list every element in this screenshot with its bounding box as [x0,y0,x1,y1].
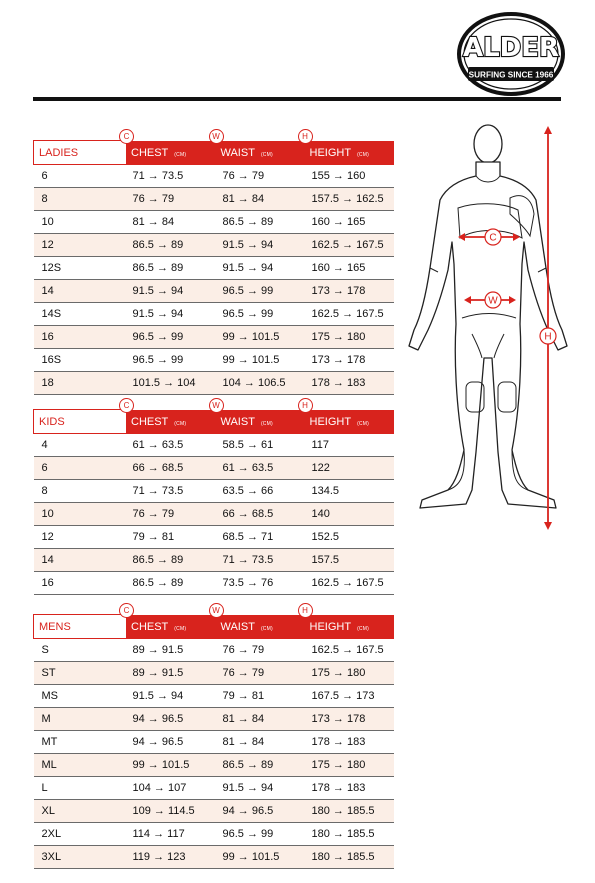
waist-cell: 63.5 → 66 [217,480,306,503]
waist-marker [485,292,501,308]
chest-cell: 101.5 → 104 [127,372,217,395]
table-row [34,662,394,685]
waist-badge: W [209,398,224,413]
waist-cell: 96.5 → 99 [217,303,306,326]
waist-cell: 91.5 → 94 [217,777,306,800]
height-cell: 175 → 180 [306,326,394,349]
size-cell: 6 [34,457,127,480]
chest-cell: 109 → 114.5 [127,800,217,823]
waist-badge: W [209,603,224,618]
chest-cell: 96.5 → 99 [127,349,217,372]
size-cell: S [34,639,127,662]
waist-cell: 86.5 → 89 [217,754,306,777]
waist-header [212,400,306,434]
section-label: KIDS [34,410,127,434]
size-cell: 4 [34,434,127,457]
table-row [34,372,394,395]
unit-label: (CM) [357,420,369,427]
size-cell: 18 [34,372,127,395]
waist-cell: 71 → 73.5 [217,549,306,572]
size-cell: ML [34,754,127,777]
unit-label: (CM) [357,151,369,158]
unit-label: (CM) [174,151,187,158]
table-row [34,685,394,708]
chest-cell: 71 → 73.5 [127,165,217,188]
table-row [34,434,394,457]
waist-cell: 99 → 101.5 [217,349,306,372]
table-row [34,639,394,662]
height-cell: 173 → 178 [306,280,394,303]
table-row [34,457,394,480]
height-cell: 180 → 185.5 [306,800,394,823]
chest-cell: 86.5 → 89 [127,549,217,572]
chest-badge: C [119,398,134,413]
size-cell: 6 [34,165,127,188]
height-cell: 155 → 160 [306,165,394,188]
size-cell: 14 [34,549,127,572]
kids-size-table [33,400,394,595]
mens-size-table [33,605,394,869]
chest-badge: C [119,603,134,618]
chest-header [123,400,217,434]
unit-label: (CM) [260,625,273,632]
waist-cell: 104 → 106.5 [217,372,306,395]
unit-label: (CM) [174,420,187,427]
height-cell: 175 → 180 [306,754,394,777]
size-cell: 12 [34,234,127,257]
height-marker [540,328,556,344]
waist-cell: 99 → 101.5 [217,326,306,349]
height-cell: 160 → 165 [306,257,394,280]
chest-cell: 119 → 123 [127,846,217,869]
table-row [34,846,394,869]
size-cell: 14S [34,303,127,326]
chest-cell: 91.5 → 94 [127,280,217,303]
table-row [34,349,394,372]
waist-label: WAIST [220,620,255,633]
height-cell: 160 → 165 [306,211,394,234]
table-row [34,188,394,211]
table-row [34,731,394,754]
table-row [34,480,394,503]
size-cell: 2XL [34,823,127,846]
size-cell: 8 [34,480,127,503]
size-cell: 10 [34,211,127,234]
table-row [34,823,394,846]
table-row [34,777,394,800]
chest-cell: 86.5 → 89 [127,257,217,280]
table-row [34,549,394,572]
wetsuit-figure [400,118,575,536]
waist-cell: 73.5 → 76 [217,572,306,595]
height-cell: 180 → 185.5 [306,846,394,869]
chest-cell: 76 → 79 [127,503,217,526]
height-cell: 178 → 183 [306,372,394,395]
section-label: MENS [34,615,127,639]
height-cell: 162.5 → 167.5 [306,572,394,595]
size-cell: L [34,777,127,800]
chest-cell: 86.5 → 89 [127,572,217,595]
chest-cell: 94 → 96.5 [127,731,217,754]
table-row [34,572,394,595]
height-badge: H [298,398,313,413]
alder-logo [456,12,566,96]
waist-cell: 79 → 81 [217,685,306,708]
waist-marker-label: W [488,295,498,307]
height-cell: 167.5 → 173 [306,685,394,708]
waist-cell: 68.5 → 71 [217,526,306,549]
waist-label: WAIST [220,415,255,428]
height-cell: 152.5 [306,526,394,549]
chest-header [123,605,217,639]
chest-cell: 94 → 96.5 [127,708,217,731]
chest-cell: 89 → 91.5 [127,662,217,685]
chest-cell: 86.5 → 89 [127,234,217,257]
size-cell: 14 [34,280,127,303]
height-cell: 173 → 178 [306,349,394,372]
chest-cell: 81 → 84 [127,211,217,234]
height-header [302,400,394,434]
chest-cell: 114 → 117 [127,823,217,846]
height-badge: H [298,603,313,618]
header-rule [33,97,561,101]
ladies-size-table [33,131,394,395]
chest-header [123,131,217,165]
table-row [34,303,394,326]
waist-cell: 91.5 → 94 [217,257,306,280]
table-row [34,211,394,234]
table-row [34,257,394,280]
unit-label: (CM) [174,625,187,632]
waist-cell: 81 → 84 [217,188,306,211]
table-row [34,234,394,257]
table-row [34,326,394,349]
height-header [302,131,394,165]
height-cell: 157.5 → 162.5 [306,188,394,211]
waist-header [212,605,306,639]
waist-cell: 96.5 → 99 [217,823,306,846]
chest-label: CHEST [131,620,169,633]
logo-brand: ALDER [462,33,560,63]
section-label: LADIES [34,141,127,165]
height-cell: 162.5 → 167.5 [306,639,394,662]
unit-label: (CM) [260,151,273,158]
height-cell: 173 → 178 [306,708,394,731]
waist-cell: 96.5 → 99 [217,280,306,303]
size-cell: 16S [34,349,127,372]
chest-marker-label: C [489,232,497,244]
chest-cell: 66 → 68.5 [127,457,217,480]
height-cell: 178 → 183 [306,731,394,754]
chest-marker [485,229,501,245]
waist-cell: 76 → 79 [217,165,306,188]
height-marker-label: H [544,331,552,343]
table-row [34,754,394,777]
height-cell: 140 [306,503,394,526]
chest-cell: 79 → 81 [127,526,217,549]
height-cell: 117 [306,434,394,457]
height-cell: 175 → 180 [306,662,394,685]
size-cell: 12 [34,526,127,549]
table-row [34,503,394,526]
size-cell: 3XL [34,846,127,869]
waist-cell: 94 → 96.5 [217,800,306,823]
chest-cell: 89 → 91.5 [127,639,217,662]
chest-badge: C [119,129,134,144]
chest-cell: 76 → 79 [127,188,217,211]
waist-cell: 76 → 79 [217,662,306,685]
size-cell: 16 [34,572,127,595]
waist-cell: 58.5 → 61 [217,434,306,457]
height-cell: 162.5 → 167.5 [306,234,394,257]
chest-cell: 104 → 107 [127,777,217,800]
size-cell: 16 [34,326,127,349]
size-cell: M [34,708,127,731]
height-cell: 157.5 [306,549,394,572]
waist-header [212,131,306,165]
chest-cell: 71 → 73.5 [127,480,217,503]
height-cell: 122 [306,457,394,480]
waist-badge: W [209,129,224,144]
height-label: HEIGHT [309,146,352,159]
chest-label: CHEST [131,146,169,159]
height-cell: 162.5 → 167.5 [306,303,394,326]
height-label: HEIGHT [309,415,352,428]
waist-cell: 81 → 84 [217,708,306,731]
size-cell: 10 [34,503,127,526]
waist-cell: 61 → 63.5 [217,457,306,480]
size-cell: MS [34,685,127,708]
height-header [302,605,394,639]
table-row [34,708,394,731]
height-cell: 180 → 185.5 [306,823,394,846]
waist-label: WAIST [220,146,255,159]
height-badge: H [298,129,313,144]
size-cell: 12S [34,257,127,280]
table-row [34,526,394,549]
table-row [34,280,394,303]
waist-cell: 99 → 101.5 [217,846,306,869]
waist-cell: 91.5 → 94 [217,234,306,257]
chest-cell: 99 → 101.5 [127,754,217,777]
height-cell: 134.5 [306,480,394,503]
table-row [34,165,394,188]
unit-label: (CM) [357,625,369,632]
height-cell: 178 → 183 [306,777,394,800]
height-label: HEIGHT [309,620,352,633]
waist-cell: 66 → 68.5 [217,503,306,526]
waist-cell: 76 → 79 [217,639,306,662]
waist-cell: 81 → 84 [217,731,306,754]
size-cell: ST [34,662,127,685]
chest-cell: 91.5 → 94 [127,303,217,326]
waist-cell: 86.5 → 89 [217,211,306,234]
chest-cell: 61 → 63.5 [127,434,217,457]
chest-cell: 91.5 → 94 [127,685,217,708]
logo-tagline: SURFING SINCE 1966 [468,70,554,80]
table-row [34,800,394,823]
unit-label: (CM) [260,420,273,427]
size-cell: XL [34,800,127,823]
chest-cell: 96.5 → 99 [127,326,217,349]
chest-label: CHEST [131,415,169,428]
size-cell: MT [34,731,127,754]
size-cell: 8 [34,188,127,211]
